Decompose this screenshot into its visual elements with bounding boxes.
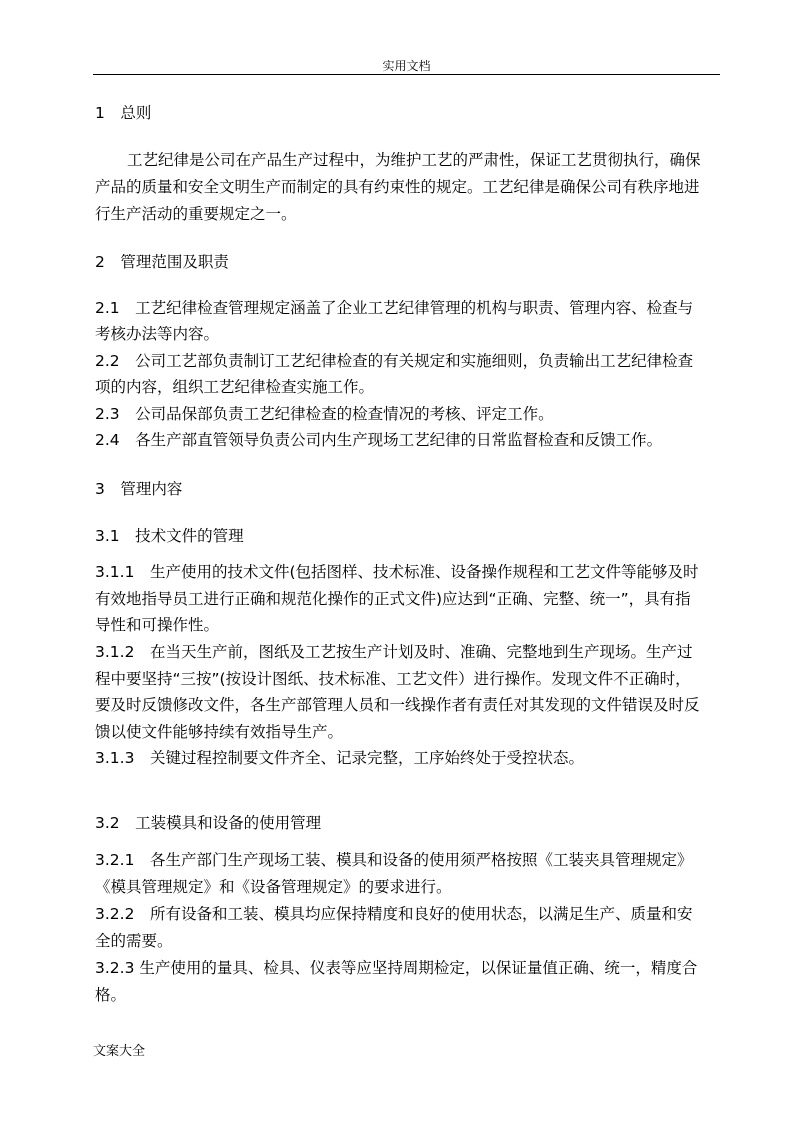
paragraph-line: 3.1.3 关键过程控制要文件齐全、记录完整，工序始终处于受控状态。 xyxy=(95,749,584,767)
paragraph-line: 《模具管理规定》和《设备管理规定》的要求进行。 xyxy=(95,878,452,896)
subsection-heading: 3.2 工装模具和设备的使用管理 xyxy=(95,814,322,832)
section-1-heading: 1 总则 xyxy=(95,104,152,122)
paragraph-line: 2.3 公司品保部负责工艺纪律检查的检查情况的考核、评定工作。 xyxy=(95,405,554,423)
section-2-heading: 2 管理范围及职责 xyxy=(95,253,229,271)
paragraph-line: 考核办法等内容。 xyxy=(95,325,220,343)
paragraph-line: 导性和可操作性。 xyxy=(95,616,220,634)
paragraph-line: 程中要坚持“三按”(按设计图纸、技术标准、工艺文件）进行操作。发现文件不正确时， xyxy=(95,670,691,688)
paragraph-line: 3.2.2 所有设备和工装、模具均应保持精度和良好的使用状态，以满足生产、质量和安 xyxy=(95,905,693,923)
paragraph-line: 3.2.1 各生产部门生产现场工装、模具和设备的使用须严格按照《工装夹具管理规定》 xyxy=(95,851,693,869)
paragraph-line: 工艺纪律是公司在产品生产过程中，为维护工艺的严肃性，保证工艺贯彻执行，确保 xyxy=(127,151,701,169)
paragraph-line: 格。 xyxy=(95,986,127,1004)
paragraph-line: 行生产活动的重要规定之一。 xyxy=(95,205,297,223)
page-header: 实用文档 xyxy=(382,59,431,73)
subsection-heading: 3.1 技术文件的管理 xyxy=(95,527,244,545)
paragraph-line: 要及时反馈修改文件，各生产部管理人员和一线操作者有责任对其发现的文件错误及时反 xyxy=(95,696,700,714)
paragraph-line: 3.1.2 在当天生产前，图纸及工艺按生产计划及时、准确、完整地到生产现场。生产过 xyxy=(95,643,693,661)
paragraph-line: 馈以使文件能够持续有效指导生产。 xyxy=(95,723,344,741)
paragraph-line: 2.2 公司工艺部负责制订工艺纪律检查的有关规定和实施细则，负责输出工艺纪律检查 xyxy=(95,352,694,370)
paragraph-line: 2.4 各生产部直管领导负责公司内生产现场工艺纪律的日常监督检查和反馈工作。 xyxy=(95,431,663,449)
paragraph-line: 有效地指导员工进行正确和规范化操作的正式文件)应达到“正确、完整、统一”，具有指 xyxy=(95,590,691,608)
page-footer: 文案大全 xyxy=(93,1044,146,1059)
paragraph-line: 产品的质量和安全文明生产而制定的具有约束性的规定。工艺纪律是确保公司有秩序地进 xyxy=(95,178,700,196)
paragraph-line: 3.2.3 生产使用的量具、检具、仪表等应坚持周期检定，以保证量值正确、统一，精度合 xyxy=(95,959,698,977)
paragraph-line: 2.1 工艺纪律检查管理规定涵盖了企业工艺纪律管理的机构与职责、管理内容、检查与 xyxy=(95,299,694,317)
paragraph-line: 全的需要。 xyxy=(95,932,173,950)
paragraph-line: 3.1.1 生产使用的技术文件(包括图样、技术标准、设备操作规程和工艺文件等能够及时 xyxy=(95,563,699,581)
section-3-heading: 3 管理内容 xyxy=(95,480,183,498)
paragraph-line: 项的内容，组织工艺纪律检查实施工作。 xyxy=(95,378,375,396)
